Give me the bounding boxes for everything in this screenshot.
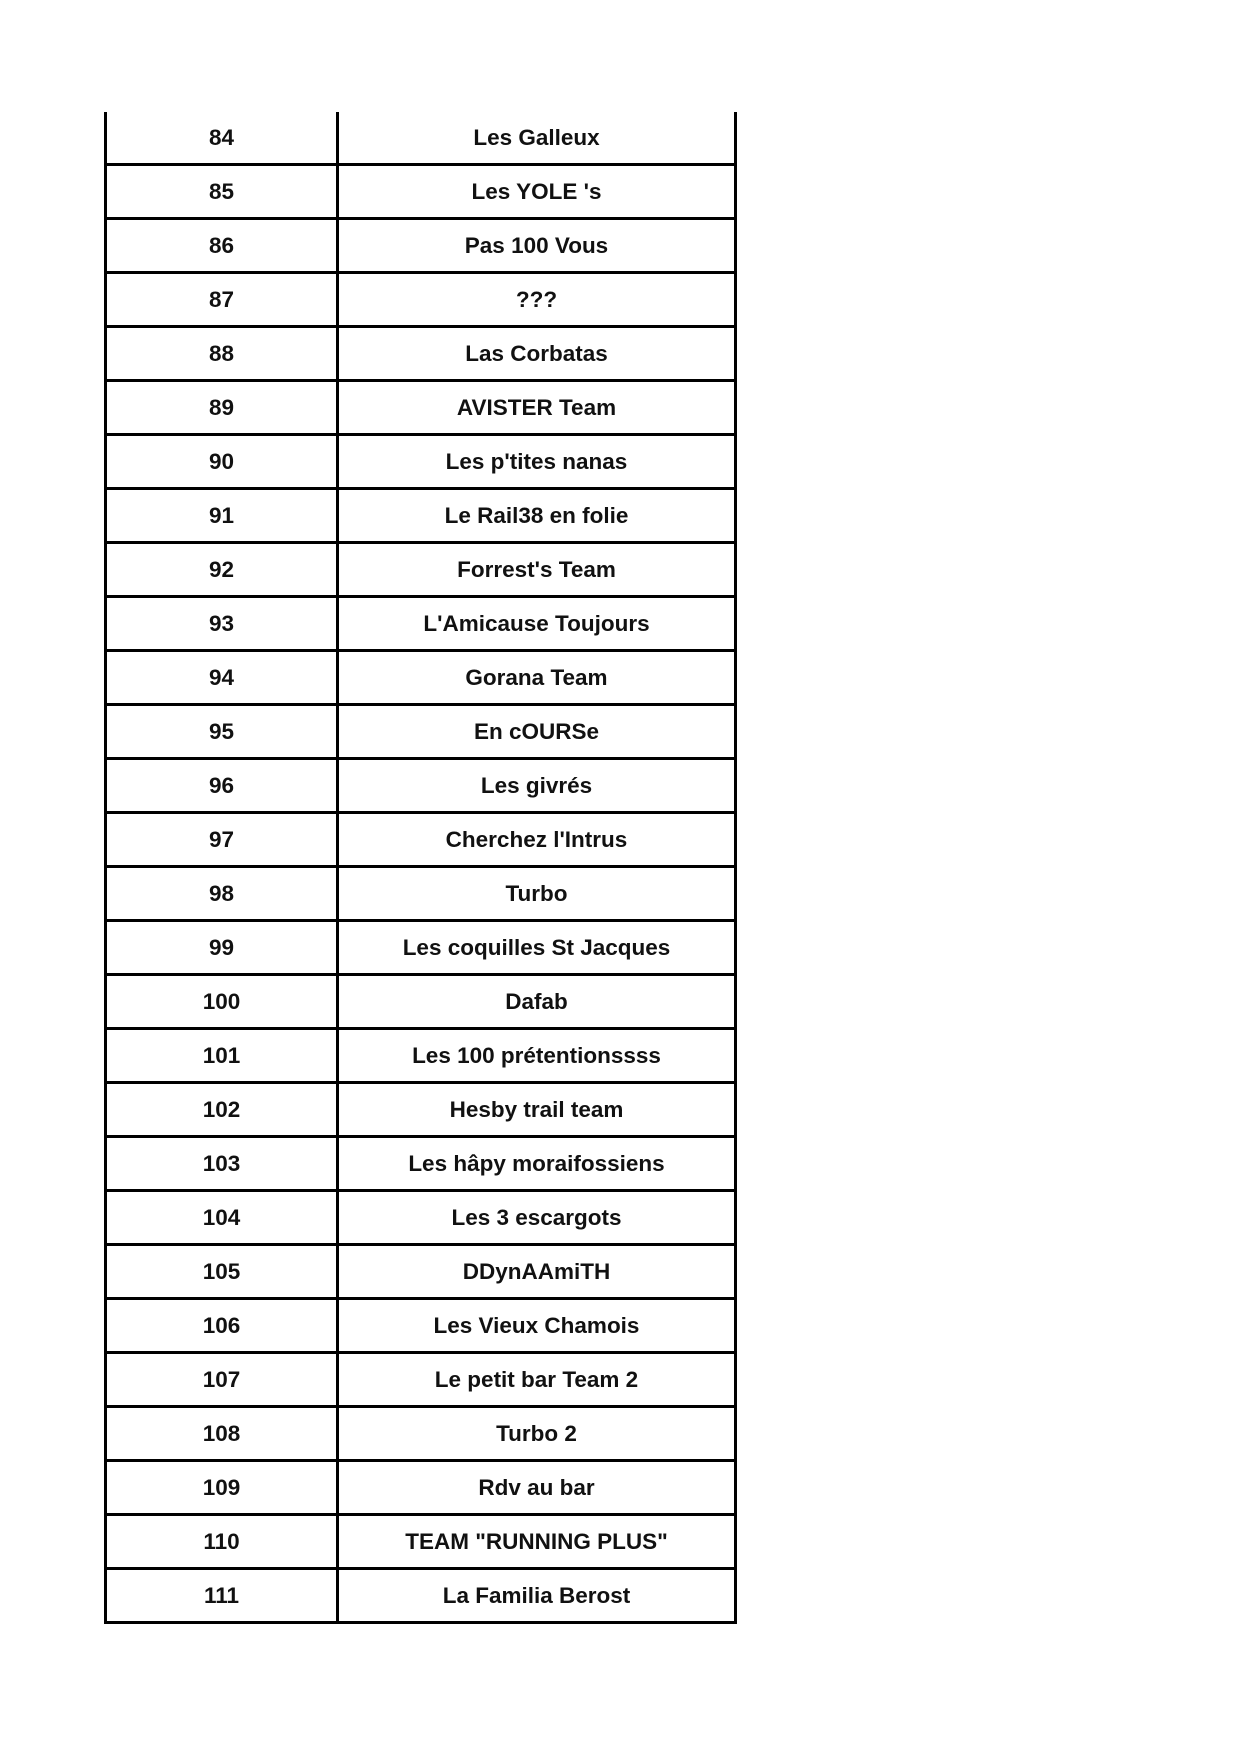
team-name-cell: Rdv au bar — [338, 1461, 736, 1515]
team-name-cell: Dafab — [338, 975, 736, 1029]
team-number-cell: 105 — [106, 1245, 338, 1299]
team-name-cell: Gorana Team — [338, 651, 736, 705]
table-row — [106, 327, 736, 381]
team-name-cell: Les p'tites nanas — [338, 435, 736, 489]
table-row — [106, 1137, 736, 1191]
table-row — [106, 1029, 736, 1083]
team-number-cell: 89 — [106, 381, 338, 435]
table-row — [106, 273, 736, 327]
team-name-cell: DDynAAmiTH — [338, 1245, 736, 1299]
team-name-cell: Les 3 escargots — [338, 1191, 736, 1245]
team-number-cell: 104 — [106, 1191, 338, 1245]
team-name-cell: Les Vieux Chamois — [338, 1299, 736, 1353]
team-name-cell: Les Galleux — [338, 112, 736, 165]
team-name-cell: Les 100 prétentionssss — [338, 1029, 736, 1083]
team-number-cell: 94 — [106, 651, 338, 705]
team-name-cell: Turbo 2 — [338, 1407, 736, 1461]
table-row — [106, 1299, 736, 1353]
team-number-cell: 88 — [106, 327, 338, 381]
team-name-cell: Forrest's Team — [338, 543, 736, 597]
team-number-cell: 101 — [106, 1029, 338, 1083]
table-row — [106, 1245, 736, 1299]
team-name-cell: Las Corbatas — [338, 327, 736, 381]
team-name-cell: Pas 100 Vous — [338, 219, 736, 273]
team-name-cell: Les coquilles St Jacques — [338, 921, 736, 975]
table-row — [106, 1191, 736, 1245]
team-number-cell: 90 — [106, 435, 338, 489]
team-name-cell: Turbo — [338, 867, 736, 921]
table-row — [106, 867, 736, 921]
team-number-cell: 109 — [106, 1461, 338, 1515]
team-number-cell: 93 — [106, 597, 338, 651]
team-number-cell: 85 — [106, 165, 338, 219]
table-row — [106, 1083, 736, 1137]
table-row — [106, 1461, 736, 1515]
team-name-cell: AVISTER Team — [338, 381, 736, 435]
teams-table — [104, 112, 737, 1624]
team-number-cell: 103 — [106, 1137, 338, 1191]
team-number-cell: 96 — [106, 759, 338, 813]
team-number-cell: 95 — [106, 705, 338, 759]
team-number-cell: 98 — [106, 867, 338, 921]
team-name-cell: Les givrés — [338, 759, 736, 813]
table-row — [106, 489, 736, 543]
team-name-cell: Cherchez l'Intrus — [338, 813, 736, 867]
table-row — [106, 813, 736, 867]
team-number-cell: 100 — [106, 975, 338, 1029]
team-name-cell: La Familia Berost — [338, 1569, 736, 1623]
team-number-cell: 86 — [106, 219, 338, 273]
table-row — [106, 705, 736, 759]
team-name-cell: TEAM "RUNNING PLUS" — [338, 1515, 736, 1569]
team-name-cell: En cOURSe — [338, 705, 736, 759]
table-row — [106, 381, 736, 435]
team-name-cell: ??? — [338, 273, 736, 327]
team-name-cell: Le petit bar Team 2 — [338, 1353, 736, 1407]
table-row — [106, 543, 736, 597]
table-row — [106, 1569, 736, 1623]
table-row — [106, 219, 736, 273]
team-number-cell: 97 — [106, 813, 338, 867]
table-row — [106, 112, 736, 165]
team-name-cell: Les YOLE 's — [338, 165, 736, 219]
table-row — [106, 921, 736, 975]
table-row — [106, 165, 736, 219]
team-number-cell: 102 — [106, 1083, 338, 1137]
table-row — [106, 1515, 736, 1569]
table-row — [106, 435, 736, 489]
team-name-cell: L'Amicause Toujours — [338, 597, 736, 651]
team-name-cell: Les hâpy moraifossiens — [338, 1137, 736, 1191]
table-row — [106, 975, 736, 1029]
table-row — [106, 651, 736, 705]
team-number-cell: 108 — [106, 1407, 338, 1461]
table-row — [106, 759, 736, 813]
team-number-cell: 84 — [106, 112, 338, 165]
team-name-cell: Hesby trail team — [338, 1083, 736, 1137]
table-row — [106, 597, 736, 651]
team-number-cell: 111 — [106, 1569, 338, 1623]
team-name-cell: Le Rail38 en folie — [338, 489, 736, 543]
table-row — [106, 1353, 736, 1407]
teams-table-body — [106, 112, 736, 1623]
team-number-cell: 87 — [106, 273, 338, 327]
team-number-cell: 91 — [106, 489, 338, 543]
team-number-cell: 106 — [106, 1299, 338, 1353]
team-number-cell: 92 — [106, 543, 338, 597]
team-number-cell: 110 — [106, 1515, 338, 1569]
table-row — [106, 1407, 736, 1461]
team-number-cell: 107 — [106, 1353, 338, 1407]
team-number-cell: 99 — [106, 921, 338, 975]
